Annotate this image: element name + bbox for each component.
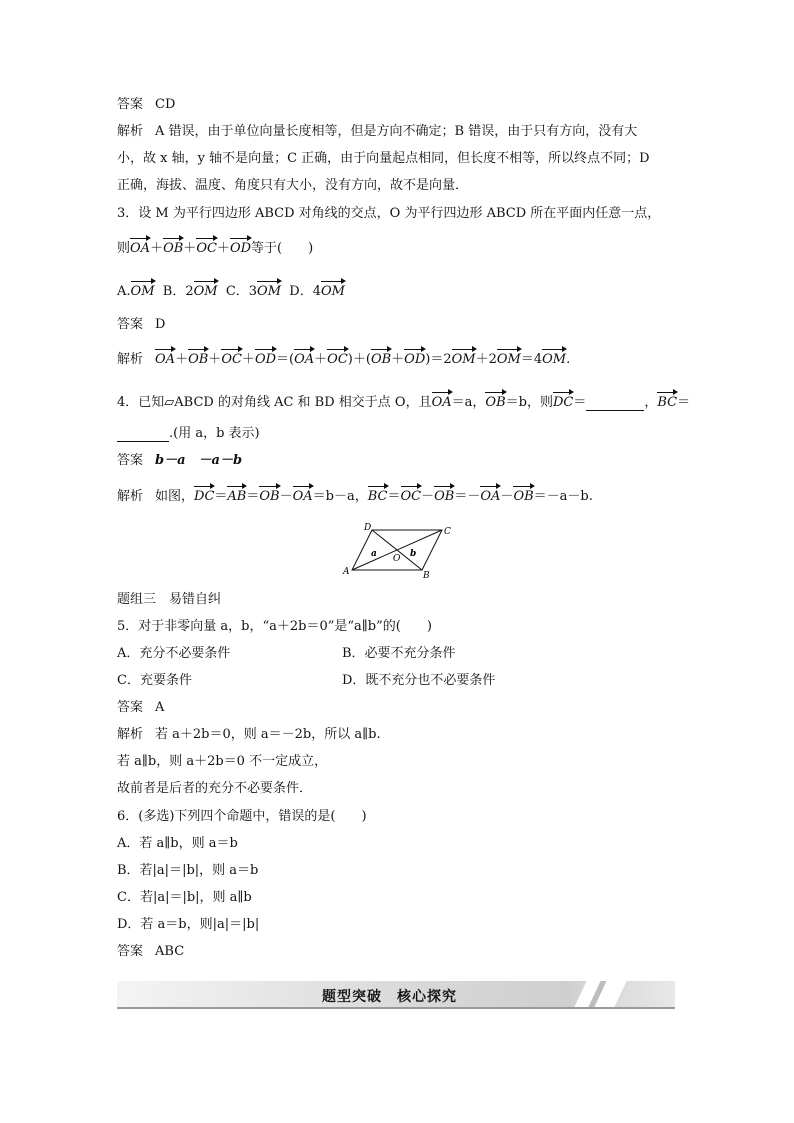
vector-om: OM [131,281,155,300]
q4-stem-2 [117,425,260,442]
vector-bc: BC [368,486,388,505]
plus-sign: ＋ [175,352,189,367]
vector-dc: DC [194,486,214,505]
q6-option-d: D．若 a＝b，则|a|＝|b| [117,917,260,932]
plus-sign: ＋ [241,352,255,367]
vector-om: OM [257,281,281,300]
q5-answer: A [155,700,165,715]
plus-sign: ＋ [216,241,230,256]
q6-option-b: B．若|a|＝|b|，则 a＝b [117,863,259,878]
q6-answer: ABC [155,944,185,959]
q6-stem: 6．(多选)下列四个命题中，错误的是( ) [117,809,367,824]
vector-oa: OA [294,349,314,368]
answer-label: 答案 [117,97,144,112]
q2-answer-line [117,96,175,113]
q2-analysis-text-1: A 错误，由于单位向量长度相等，但是方向不确定；B 错误，由于只有方向，没有大 [155,124,638,139]
eq-text: － [500,489,514,504]
vector-ob: OB [513,486,533,505]
answer-label: 答案 [117,700,144,715]
vector-ob: OB [485,392,505,411]
eq-text: ＝( [276,352,295,367]
eq-text: ＝－a－b. [533,489,593,504]
analysis-label: 解析 [117,352,144,367]
vector-ob: OB [259,486,279,505]
section-banner [117,981,675,1009]
vector-oc: OC [327,349,348,368]
vector-oa: OA [155,349,175,368]
q5-option-b: B．必要不充分条件 [342,646,456,661]
vector-om: OM [452,349,476,368]
q5-analysis-text: 若 a＋2b＝0，则 a＝－2b，所以 a∥b. [155,727,381,742]
q3-answer-line [117,316,165,333]
q3-stem-2 [117,238,313,257]
eq-text: ＝ [246,489,260,504]
eq-text: ＝ [573,395,587,410]
q3-stem-1: 3．设 M 为平行四边形 ABCD 对角线的交点，O 为平行四边形 ABCD 所在平面内任意一点， [117,206,661,221]
label-d: D [364,523,372,533]
plus-sign: ＋ [150,241,164,256]
q2-analysis-line-2: 小，故 x 轴，y 轴不是向量；C 正确，由于向量起点相同，但长度不相等，所以终点不同；D [117,151,650,166]
q5-analysis-line-3: 故前者是后者的充分不必要条件． [117,781,313,796]
banner-underline [117,1007,675,1009]
q3-option-b [163,284,218,299]
option-letter: A. [117,284,131,299]
q5-stem: 5．对于非零向量 a，b，“a＋2b＝0”是“a∥b”的( ) [117,619,432,634]
vector-om: OM [194,281,218,300]
fill-blank-2[interactable] [117,428,169,442]
q2-answer: CD [155,97,176,112]
eq-text: . [566,352,571,367]
answer-label: 答案 [117,944,144,959]
q4-stem-suffix: .(用 a，b 表示) [169,426,260,441]
vector-ob: OB [188,349,208,368]
vector-om: OM [497,349,521,368]
answer-label: 答案 [117,317,144,332]
q5-analysis-line-2: 若 a∥b，则 a＋2b＝0 不一定成立， [117,754,328,769]
label-b: B [423,571,430,580]
q5-analysis-line-1 [117,726,381,743]
label-o: O [393,554,401,564]
vector-ab: AB [227,486,246,505]
eq-text: － [421,489,435,504]
parallelogram-figure [340,520,460,580]
q3-option-c [226,284,281,299]
eq-text: ＝ [387,489,401,504]
vector-ob: OB [371,349,391,368]
eq-text: － [279,489,293,504]
q2-analysis-line-3: 正确，海拔、温度、角度只有大小，没有方向，故不是向量． [117,178,469,193]
q4-stem-text: 4．已知▱ABCD 的对角线 AC 和 BD 相交于点 O，且 [117,395,432,410]
label-vector-b: b [410,549,417,559]
vector-oc: OC [401,486,422,505]
q3-option-a [117,284,155,299]
eq-text: )＝2 [425,352,452,367]
comma: ， [644,395,658,410]
q6-option-a: A．若 a∥b，则 a＝b [117,836,238,851]
label-vector-a: a [371,549,377,559]
vector-oa: OA [432,392,452,411]
q5-options-row-1 [117,645,456,662]
q5-option-d: D．既不充分也不必要条件 [342,673,496,688]
eq-text: ＝－ [454,489,481,504]
option-letter: B．2 [162,284,194,299]
label-c: C [444,527,451,537]
plus-sign: ＋ [391,352,405,367]
q5-option-c: C．充要条件 [117,673,192,688]
vector-om: OM [321,281,345,300]
plus-sign: ＋ [314,352,328,367]
vector-om: OM [542,349,566,368]
q4-stem-1 [117,392,690,411]
vector-od: OD [230,238,251,257]
q3-stem-suffix: 等于( ) [251,241,314,256]
fill-blank-1[interactable] [586,397,644,411]
q5-answer-line [117,699,164,716]
vector-bc: BC [657,392,677,411]
q3-analysis-line [117,349,570,368]
vector-ob: OB [163,238,183,257]
vector-oa: OA [293,486,313,505]
vector-od: OD [404,349,425,368]
eq-text: ＝b－a， [312,489,368,504]
eq-text: ＝ [677,395,691,410]
eq-text: ＝b，则 [505,395,553,410]
eq-text: ＋2 [475,352,497,367]
eq-text: )＋( [347,352,371,367]
q3-option-d [289,284,345,299]
analysis-label: 解析 [117,124,144,139]
plus-sign: ＋ [208,352,222,367]
q3-options [117,281,345,300]
banner-title: 题型突破 核心探究 [322,989,457,1005]
analysis-label: 解析 [117,727,144,742]
eq-text: ＝ [214,489,228,504]
q6-answer-line [117,943,184,960]
option-letter: C．3 [225,284,258,299]
answer-label: 答案 [117,453,144,468]
vector-ob: OB [434,486,454,505]
eq-text: ＝4 [520,352,543,367]
q4-answer-line [117,452,242,469]
vector-oc: OC [196,238,217,257]
q4-answer: b－a －a－b [155,453,243,468]
q2-analysis-line-1 [117,123,637,140]
vector-oc: OC [221,349,242,368]
q3-answer: D [155,317,166,332]
label-a: A [343,567,350,577]
analysis-label: 解析 [117,489,144,504]
q5-options-row-2 [117,672,495,689]
eq-text: ＝a， [451,395,486,410]
group3-heading: 题组三 易错自纠 [117,592,222,607]
q6-option-c: C．若|a|＝|b|，则 a∥b [117,890,252,905]
option-letter: D．4 [289,284,321,299]
q4-analysis-line [117,486,593,505]
vector-oa: OA [130,238,150,257]
analysis-prefix: 如图， [155,489,195,504]
plus-sign: ＋ [183,241,197,256]
vector-oa: OA [480,486,500,505]
q3-stem-prefix: 则 [117,241,131,256]
vector-od: OD [255,349,276,368]
q5-option-a: A．充分不必要条件 [117,646,231,661]
vector-dc: DC [553,392,573,411]
